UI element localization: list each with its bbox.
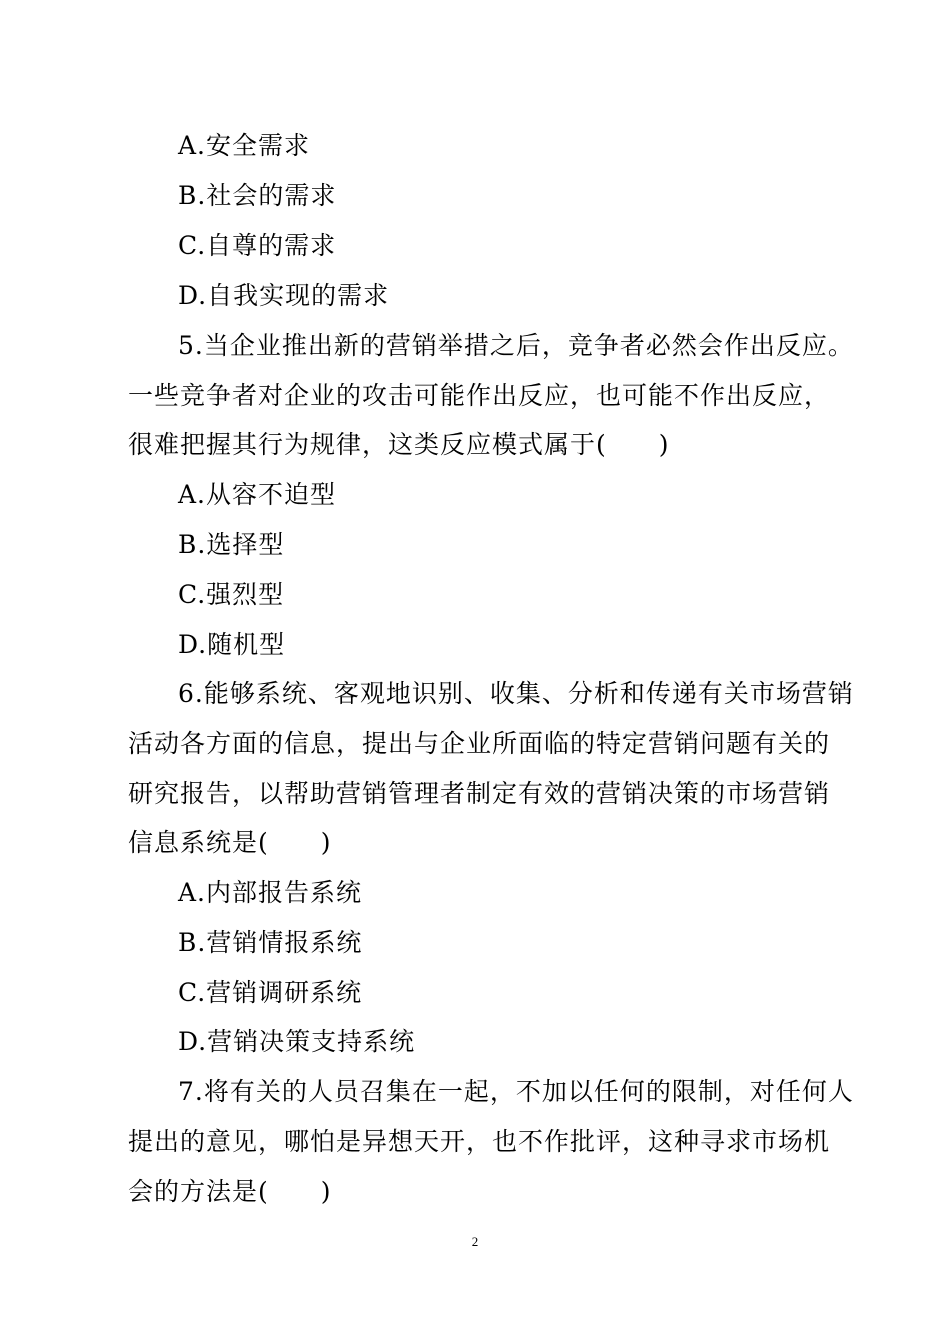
q5-stem-line-3: 很难把握其行为规律，这类反应模式属于( ): [128, 430, 670, 459]
q5-option-b: B.选择型: [178, 530, 285, 559]
q6-option-a: A.内部报告系统: [178, 878, 363, 907]
q4-option-b: B.社会的需求: [178, 181, 337, 210]
q5-stem-line-2: 一些竞争者对企业的攻击可能作出反应，也可能不作出反应，: [128, 381, 831, 410]
q5-stem-line-1: 5.当企业推出新的营销举措之后，竞争者必然会作出反应。: [178, 331, 854, 360]
q6-stem-line-4: 信息系统是( ): [128, 828, 332, 857]
q6-stem-line-3: 研究报告，以帮助营销管理者制定有效的营销决策的市场营销: [128, 779, 831, 808]
q6-option-b: B.营销情报系统: [178, 928, 363, 957]
q4-option-d: D.自我实现的需求: [178, 281, 390, 310]
q7-stem-line-2: 提出的意见，哪怕是异想天开，也不作批评，这种寻求市场机: [128, 1127, 831, 1156]
q7-stem-line-1: 7.将有关的人员召集在一起，不加以任何的限制，对任何人: [178, 1077, 854, 1106]
q5-option-c: C.强烈型: [178, 580, 285, 609]
page-number: 2: [471, 1234, 479, 1249]
q4-option-a: A.安全需求: [178, 131, 311, 160]
q4-option-c: C.自尊的需求: [178, 231, 337, 260]
q5-option-d: D.随机型: [178, 630, 286, 659]
q6-stem-line-2: 活动各方面的信息，提出与企业所面临的特定营销问题有关的: [128, 729, 831, 758]
q6-option-d: D.营销决策支持系统: [178, 1027, 416, 1056]
q7-stem-line-3: 会的方法是( ): [128, 1177, 332, 1206]
q6-stem-line-1: 6.能够系统、客观地识别、收集、分析和传递有关市场营销: [178, 679, 854, 708]
q6-option-c: C.营销调研系统: [178, 978, 363, 1007]
q5-option-a: A.从容不迫型: [178, 480, 337, 509]
